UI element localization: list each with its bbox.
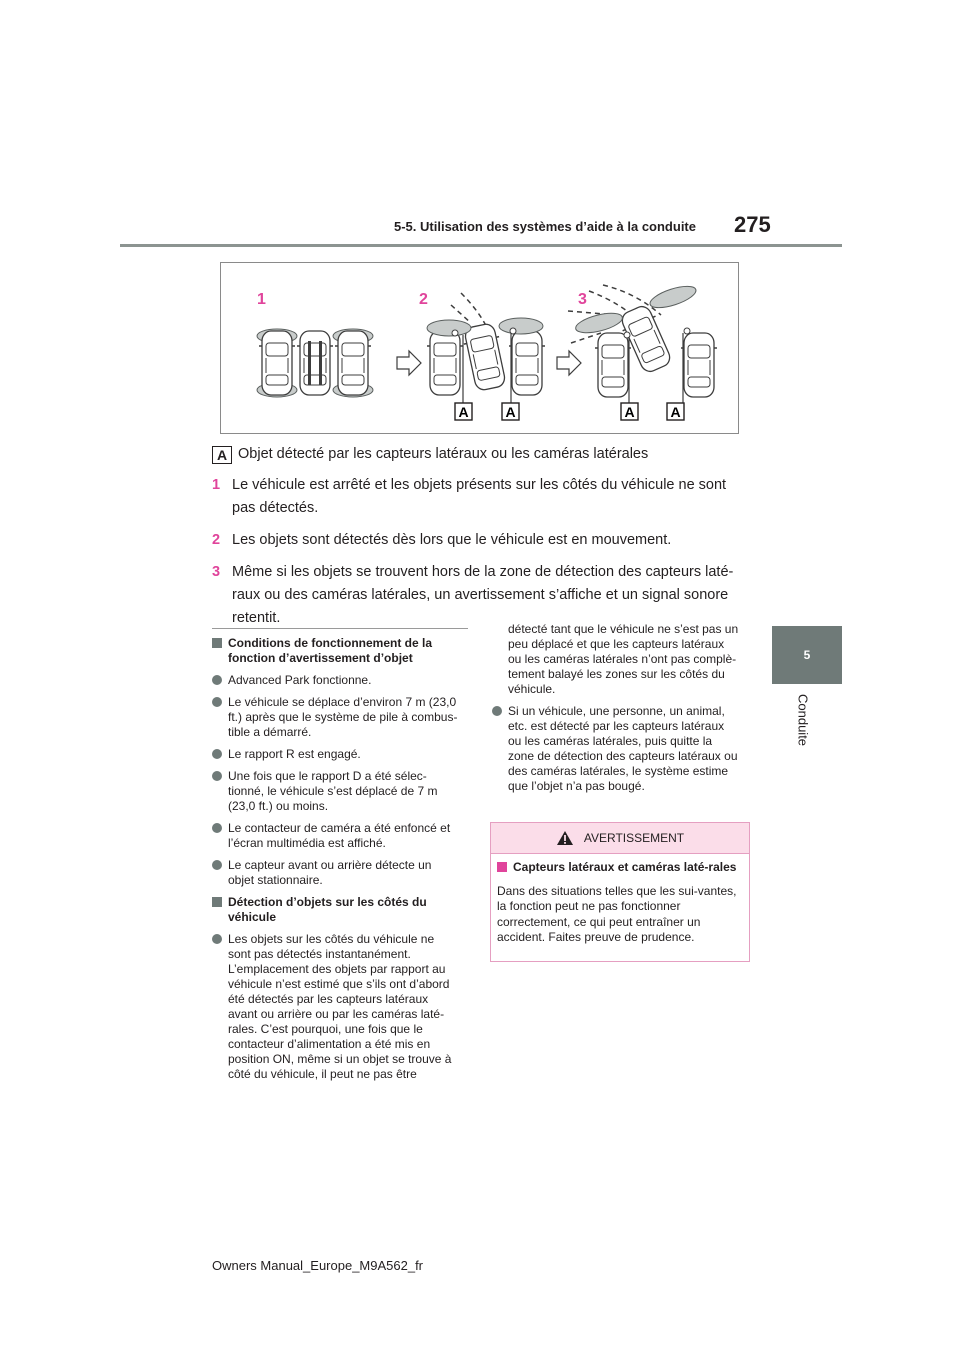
step-number: 3 <box>212 564 221 580</box>
step-text: Même si les objets se trouvent hors de la zone de détection des capteurs laté-raux ou des caméras latérales, un avertissement s’affiche et un signal sonore retentit. <box>232 564 734 626</box>
svg-text:A: A <box>670 404 681 420</box>
step-list <box>212 474 752 639</box>
warning-body <box>491 854 749 946</box>
column-rule <box>212 628 468 629</box>
step-text: Les objets sont détectés dès lors que le véhicule est en mouvement. <box>232 532 672 548</box>
section-title: 5-5. Utilisation des systèmes d’aide à la conduite <box>394 219 696 234</box>
step-item <box>212 529 752 552</box>
step-number: 2 <box>212 532 221 548</box>
step-item <box>212 474 752 520</box>
bullet-dot-icon <box>212 860 222 870</box>
page-number: 275 <box>734 212 771 237</box>
marker-a-1 <box>455 403 472 420</box>
left-column <box>212 636 460 1089</box>
bullet-dot-icon <box>212 934 222 944</box>
step-text: Le véhicule est arrêté et les objets présents sur les côtés du véhicule ne sont pas détectés. <box>232 477 727 516</box>
marker-a-4 <box>667 403 684 420</box>
warning-title: AVERTISSEMENT <box>583 831 685 845</box>
bullet-item: Advanced Park fonctionne. <box>212 673 460 688</box>
stage-2-group <box>427 293 545 403</box>
square-bullet-icon <box>497 862 507 872</box>
figure-step-3: 3 <box>578 291 587 308</box>
figure-step-2: 2 <box>419 291 428 308</box>
bullet-dot-icon <box>212 675 222 685</box>
marker-a-2 <box>502 403 519 420</box>
arrow-right-icon <box>397 351 421 375</box>
bullet-item: Si un véhicule, une personne, un animal, etc. est détecté par les capteurs latéraux ou les caméras latérales, puis quitte la zone de détection des capteurs latéraux ou des caméras latérales, le système estime que l’objet n’a pas bougé. <box>492 704 740 794</box>
footer-text: Owners Manual_Europe_M9A562_fr <box>212 1258 424 1273</box>
step-number: 1 <box>212 477 221 493</box>
bullet-item: Le capteur avant ou arrière détecte un objet stationnaire. <box>212 858 460 888</box>
figure-legend <box>212 446 648 464</box>
stage-3-group <box>568 282 717 403</box>
svg-text:A: A <box>505 404 516 420</box>
right-column <box>492 622 740 801</box>
header-rule <box>120 244 842 247</box>
bullet-item: Les objets sur les côtés du véhicule ne sont pas détectés instantanément. L’emplacement des objets par rapport au véhicule n’est estimé que s’ils ont d’abord été détectés par les capteurs latéraux avant ou arrière ou par les caméras laté-rales. C’est pourquoi, une fois que le contacteur d’alimentation a été mis en position ON, même si un objet se trouve à côté du véhicule, il peut ne pas être <box>212 932 460 1082</box>
subheading: Conditions de fonctionnement de la fonction d’avertissement d’objet <box>212 636 460 666</box>
warning-header <box>491 823 749 854</box>
warning-box <box>490 822 750 962</box>
detection-figure <box>220 262 739 434</box>
stage-1-group <box>257 329 373 397</box>
bullet-dot-icon <box>212 771 222 781</box>
chapter-tab[interactable]: 5 <box>772 626 842 684</box>
warning-text: Dans des situations telles que les sui-vantes, la fonction peut ne pas fonctionner correctement, ce qui peut entraîner un accident. Faites preuve de prudence. <box>497 883 737 944</box>
square-bullet-icon <box>212 897 222 907</box>
svg-text:A: A <box>458 404 469 420</box>
bullet-dot-icon <box>212 749 222 759</box>
marker-a-3 <box>621 403 638 420</box>
warning-triangle-icon <box>556 830 574 846</box>
bullet-dot-icon <box>212 823 222 833</box>
chapter-label: Conduite <box>795 694 811 747</box>
warning-subheading: Capteurs latéraux et caméras laté-rales <box>497 860 743 876</box>
figure-step-1: 1 <box>257 291 266 308</box>
subheading: Détection d’objets sur les côtés du véhicule <box>212 895 460 925</box>
bullet-dot-icon <box>492 706 502 716</box>
bullet-dot-icon <box>212 697 222 707</box>
legend-text: Objet détecté par les capteurs latéraux ou les caméras latérales <box>238 446 649 462</box>
arrow-right-icon <box>557 351 581 375</box>
square-bullet-icon <box>212 638 222 648</box>
bullet-item: Une fois que le rapport D a été sélec-tionné, le véhicule s’est déplacé de 7 m (23,0 ft.) ou moins. <box>212 769 460 814</box>
bullet-item: Le véhicule se déplace d’environ 7 m (23,0 ft.) après que le système de pile à combus-tible a démarré. <box>212 695 460 740</box>
continuation-text: détecté tant que le véhicule ne s’est pas un peu déplacé et que les capteurs latéraux ou les caméras latérales n’ont pas complè-tement balayé les zones sur les côtés du véhicule. <box>508 622 739 696</box>
bullet-item: Le contacteur de caméra a été enfoncé et l’écran multimédia est affiché. <box>212 821 460 851</box>
svg-text:A: A <box>624 404 635 420</box>
detection-illustration <box>221 263 740 435</box>
legend-marker: A <box>212 446 232 464</box>
step-item <box>212 561 752 630</box>
bullet-item: Le rapport R est engagé. <box>212 747 460 762</box>
